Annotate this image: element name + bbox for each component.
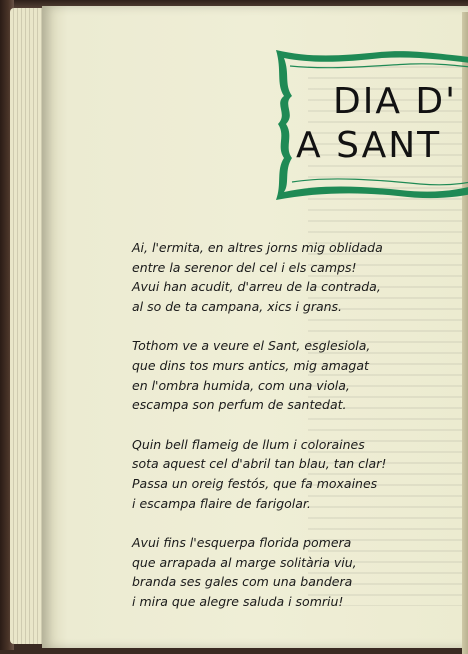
poem-line: al so de ta campana, xics i grans. [132,298,343,314]
poem-line: sota aquest cel d'abril tan blau, tan clar! [132,456,387,472]
poem-line: escampa son perfum de santedat. [132,397,347,413]
poem-line: Tothom ve a veure el Sant, esglesiola, [132,338,371,354]
poem-line: i escampa flaire de farigolar. [132,495,311,511]
poem-line: branda ses gales com una bandera [132,574,353,590]
stanza-4 [132,533,432,611]
title-line-2: A SANT [296,125,442,166]
stanza-1 [132,238,432,316]
scroll-frame-icon [270,44,468,200]
poem-line: Quin bell flameig de llum i coloraines [132,436,365,452]
stanza-2 [132,336,432,414]
poem-line: que dins tos murs antics, mig amagat [132,357,369,373]
poem-line: i mira que alegre saluda i somriu! [132,593,344,609]
title-line-1: DIA D' [333,81,458,122]
poem-line: Ai, l'ermita, en altres jorns mig oblidada [132,240,383,255]
title-banner-frame [270,44,468,200]
poem-line: Avui han acudit, d'arreu de la contrada, [132,279,381,295]
stanza-3 [132,435,432,513]
poem-body [132,238,432,632]
poem-line: que arrapada al marge solitària viu, [132,554,357,570]
poem-line: en l'ombra humida, com una viola, [132,377,350,393]
poem-line: entre la serenor del cel i els camps! [132,259,357,275]
poem-line: Passa un oreig festós, que fa moxaines [132,475,378,491]
poem-line: Avui fins l'esquerpa florida pomera [132,535,352,551]
